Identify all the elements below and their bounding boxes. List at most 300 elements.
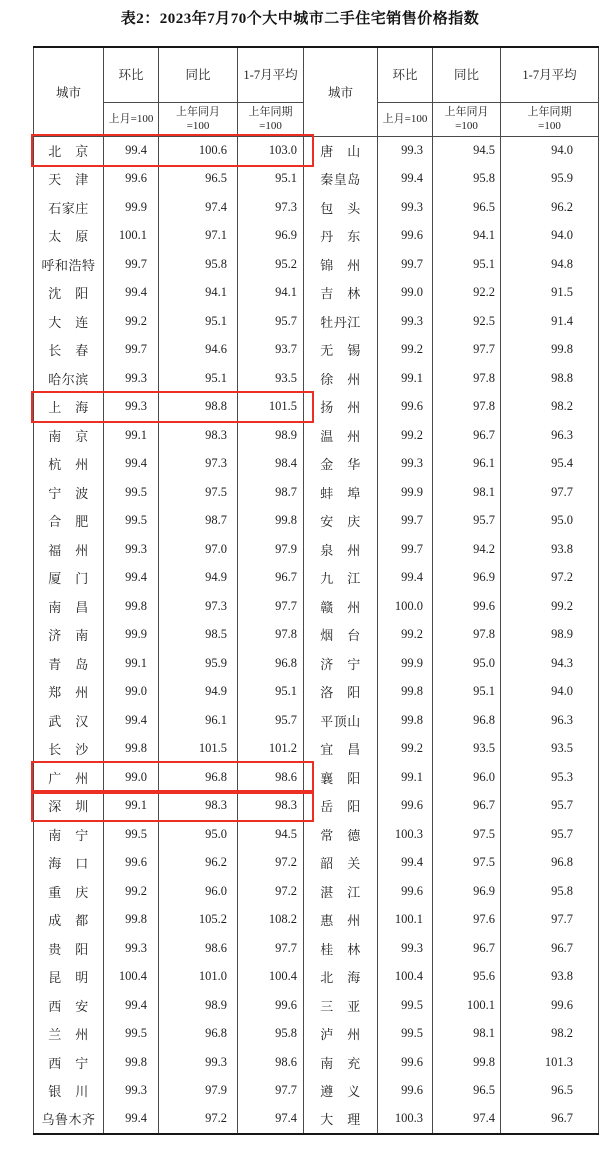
header-avg-base-right-label: 上年同期=100 <box>527 106 572 132</box>
value-cell: 98.3 <box>159 792 238 821</box>
value-cell: 99.5 <box>104 820 159 849</box>
value-cell: 99.2 <box>378 421 433 450</box>
header-yoy-right: 同比 <box>433 47 501 102</box>
value-cell: 97.3 <box>238 193 304 222</box>
table-row <box>34 222 599 251</box>
value-cell: 99.5 <box>104 1020 159 1049</box>
table-row <box>34 450 599 479</box>
value-cell: 91.5 <box>501 279 599 308</box>
value-cell: 100.4 <box>104 963 159 992</box>
value-cell: 95.8 <box>433 165 501 194</box>
value-cell: 99.2 <box>378 621 433 650</box>
value-cell: 98.2 <box>501 393 599 422</box>
table-body <box>34 136 599 1134</box>
value-cell: 97.5 <box>159 478 238 507</box>
value-cell: 97.7 <box>238 592 304 621</box>
value-cell: 99.2 <box>501 592 599 621</box>
table-wrapper <box>33 46 598 1135</box>
value-cell: 96.2 <box>501 193 599 222</box>
value-cell: 99.8 <box>104 1048 159 1077</box>
value-cell: 96.7 <box>238 564 304 593</box>
value-cell: 99.9 <box>104 193 159 222</box>
city-cell: 南 京 <box>34 421 104 450</box>
value-cell: 98.2 <box>501 1020 599 1049</box>
value-cell: 94.1 <box>238 279 304 308</box>
city-cell: 长 沙 <box>34 735 104 764</box>
value-cell: 99.4 <box>104 1105 159 1134</box>
value-cell: 96.9 <box>433 877 501 906</box>
city-cell: 天 津 <box>34 165 104 194</box>
value-cell: 98.4 <box>238 450 304 479</box>
value-cell: 99.5 <box>378 1020 433 1049</box>
value-cell: 99.3 <box>378 307 433 336</box>
table-row <box>34 1048 599 1077</box>
table-row <box>34 564 599 593</box>
value-cell: 99.6 <box>104 849 159 878</box>
city-cell: 深 圳 <box>34 792 104 821</box>
city-cell: 南 宁 <box>34 820 104 849</box>
value-cell: 100.1 <box>104 222 159 251</box>
value-cell: 97.7 <box>238 934 304 963</box>
value-cell: 99.3 <box>104 364 159 393</box>
value-cell: 100.6 <box>159 136 238 165</box>
city-cell: 丹 东 <box>304 222 378 251</box>
header-yoy-base-right-label: 上年同月=100 <box>444 106 489 132</box>
value-cell: 99.1 <box>378 364 433 393</box>
city-cell: 重 庆 <box>34 877 104 906</box>
value-cell: 99.6 <box>501 991 599 1020</box>
value-cell: 98.1 <box>433 478 501 507</box>
value-cell: 99.1 <box>104 649 159 678</box>
value-cell: 96.8 <box>159 763 238 792</box>
value-cell: 95.7 <box>238 307 304 336</box>
value-cell: 99.2 <box>378 735 433 764</box>
header-mom-base-right: 上月=100 <box>378 102 433 136</box>
value-cell: 99.6 <box>104 165 159 194</box>
value-cell: 95.1 <box>433 250 501 279</box>
value-cell: 99.7 <box>104 250 159 279</box>
city-cell: 牡丹江 <box>304 307 378 336</box>
value-cell: 94.3 <box>501 649 599 678</box>
value-cell: 94.9 <box>159 678 238 707</box>
value-cell: 97.9 <box>159 1077 238 1106</box>
value-cell: 96.7 <box>501 934 599 963</box>
value-cell: 101.3 <box>501 1048 599 1077</box>
table-head <box>34 47 599 136</box>
value-cell: 105.2 <box>159 906 238 935</box>
table-row <box>34 877 599 906</box>
city-cell: 厦 门 <box>34 564 104 593</box>
value-cell: 99.4 <box>378 165 433 194</box>
value-cell: 95.1 <box>433 678 501 707</box>
header-city-left: 城市 <box>34 47 104 136</box>
value-cell: 97.7 <box>501 478 599 507</box>
city-cell: 唐 山 <box>304 136 378 165</box>
value-cell: 95.8 <box>501 877 599 906</box>
value-cell: 95.6 <box>433 963 501 992</box>
header-mom-right: 环比 <box>378 47 433 102</box>
value-cell: 99.1 <box>104 421 159 450</box>
city-cell: 金 华 <box>304 450 378 479</box>
city-cell: 乌鲁木齐 <box>34 1105 104 1134</box>
header-mom-left: 环比 <box>104 47 159 102</box>
value-cell: 99.7 <box>378 507 433 536</box>
city-cell: 海 口 <box>34 849 104 878</box>
value-cell: 99.7 <box>378 535 433 564</box>
city-cell: 太 原 <box>34 222 104 251</box>
value-cell: 96.1 <box>159 706 238 735</box>
value-cell: 96.3 <box>501 706 599 735</box>
value-cell: 99.4 <box>104 136 159 165</box>
city-cell: 大 连 <box>34 307 104 336</box>
value-cell: 92.2 <box>433 279 501 308</box>
city-cell: 赣 州 <box>304 592 378 621</box>
value-cell: 99.6 <box>378 1077 433 1106</box>
value-cell: 99.8 <box>378 678 433 707</box>
value-cell: 93.5 <box>501 735 599 764</box>
value-cell: 97.5 <box>433 820 501 849</box>
city-cell: 秦皇岛 <box>304 165 378 194</box>
value-cell: 95.9 <box>159 649 238 678</box>
table-row <box>34 193 599 222</box>
value-cell: 97.3 <box>159 592 238 621</box>
header-avg-right <box>501 47 599 102</box>
value-cell: 99.8 <box>104 592 159 621</box>
value-cell: 99.8 <box>433 1048 501 1077</box>
value-cell: 96.8 <box>433 706 501 735</box>
value-cell: 95.0 <box>433 649 501 678</box>
table-row <box>34 906 599 935</box>
city-cell: 遵 义 <box>304 1077 378 1106</box>
value-cell: 98.8 <box>159 393 238 422</box>
value-cell: 99.5 <box>378 991 433 1020</box>
table-row <box>34 364 599 393</box>
value-cell: 93.8 <box>501 963 599 992</box>
city-cell: 昆 明 <box>34 963 104 992</box>
page-title: 表2：2023年7月70个大中城市二手住宅销售价格指数 <box>120 11 480 27</box>
value-cell: 94.2 <box>433 535 501 564</box>
value-cell: 98.3 <box>238 792 304 821</box>
value-cell: 96.0 <box>433 763 501 792</box>
value-cell: 96.9 <box>238 222 304 251</box>
city-cell: 常 德 <box>304 820 378 849</box>
city-cell: 宜 昌 <box>304 735 378 764</box>
value-cell: 94.8 <box>501 250 599 279</box>
city-cell: 郑 州 <box>34 678 104 707</box>
table-row <box>34 136 599 165</box>
city-cell: 合 肥 <box>34 507 104 536</box>
value-cell: 98.9 <box>501 621 599 650</box>
value-cell: 97.2 <box>501 564 599 593</box>
value-cell: 95.8 <box>159 250 238 279</box>
value-cell: 100.3 <box>378 1105 433 1134</box>
header-row-metrics <box>34 47 599 102</box>
table-row <box>34 250 599 279</box>
city-cell: 蚌 埠 <box>304 478 378 507</box>
table-row <box>34 621 599 650</box>
value-cell: 97.4 <box>238 1105 304 1134</box>
city-cell: 成 都 <box>34 906 104 935</box>
city-cell: 三 亚 <box>304 991 378 1020</box>
table-row <box>34 820 599 849</box>
value-cell: 99.3 <box>104 1077 159 1106</box>
value-cell: 95.1 <box>159 364 238 393</box>
city-cell: 湛 江 <box>304 877 378 906</box>
city-cell: 青 岛 <box>34 649 104 678</box>
city-cell: 石家庄 <box>34 193 104 222</box>
value-cell: 94.9 <box>159 564 238 593</box>
city-cell: 济 宁 <box>304 649 378 678</box>
value-cell: 99.6 <box>433 592 501 621</box>
table-row <box>34 421 599 450</box>
value-cell: 97.4 <box>159 193 238 222</box>
value-cell: 96.8 <box>238 649 304 678</box>
city-cell: 北 京 <box>34 136 104 165</box>
value-cell: 99.5 <box>104 507 159 536</box>
value-cell: 98.7 <box>238 478 304 507</box>
value-cell: 96.3 <box>501 421 599 450</box>
value-cell: 96.8 <box>501 849 599 878</box>
city-cell: 广 州 <box>34 763 104 792</box>
value-cell: 99.6 <box>378 877 433 906</box>
value-cell: 95.3 <box>501 763 599 792</box>
header-mom-base-left: 上月=100 <box>104 102 159 136</box>
value-cell: 101.2 <box>238 735 304 764</box>
value-cell: 99.7 <box>104 336 159 365</box>
city-cell: 大 理 <box>304 1105 378 1134</box>
header-avg-base-right <box>501 102 599 136</box>
value-cell: 97.2 <box>159 1105 238 1134</box>
value-cell: 91.4 <box>501 307 599 336</box>
value-cell: 94.6 <box>159 336 238 365</box>
value-cell: 99.2 <box>378 336 433 365</box>
value-cell: 99.4 <box>104 991 159 1020</box>
table-row <box>34 1020 599 1049</box>
value-cell: 95.1 <box>159 307 238 336</box>
header-yoy-left: 同比 <box>159 47 238 102</box>
value-cell: 97.8 <box>433 393 501 422</box>
value-cell: 97.2 <box>238 877 304 906</box>
value-cell: 95.0 <box>501 507 599 536</box>
table-row <box>34 649 599 678</box>
table-row <box>34 393 599 422</box>
value-cell: 97.7 <box>433 336 501 365</box>
city-cell: 温 州 <box>304 421 378 450</box>
city-cell: 西 宁 <box>34 1048 104 1077</box>
table-row <box>34 592 599 621</box>
value-cell: 94.1 <box>433 222 501 251</box>
value-cell: 99.4 <box>104 450 159 479</box>
table-row <box>34 963 599 992</box>
city-cell: 哈尔滨 <box>34 364 104 393</box>
value-cell: 99.3 <box>104 934 159 963</box>
value-cell: 96.0 <box>159 877 238 906</box>
city-cell: 惠 州 <box>304 906 378 935</box>
table-row <box>34 478 599 507</box>
value-cell: 92.5 <box>433 307 501 336</box>
table-row <box>34 991 599 1020</box>
value-cell: 101.0 <box>159 963 238 992</box>
value-cell: 99.9 <box>104 621 159 650</box>
city-cell: 泉 州 <box>304 535 378 564</box>
table-row <box>34 535 599 564</box>
value-cell: 95.4 <box>501 450 599 479</box>
value-cell: 99.6 <box>378 222 433 251</box>
city-cell: 北 海 <box>304 963 378 992</box>
city-cell: 徐 州 <box>304 364 378 393</box>
value-cell: 100.3 <box>378 820 433 849</box>
value-cell: 99.0 <box>378 279 433 308</box>
value-cell: 96.8 <box>159 1020 238 1049</box>
value-cell: 99.0 <box>104 678 159 707</box>
value-cell: 99.4 <box>104 279 159 308</box>
value-cell: 99.6 <box>238 991 304 1020</box>
city-cell: 烟 台 <box>304 621 378 650</box>
city-cell: 武 汉 <box>34 706 104 735</box>
value-cell: 96.7 <box>433 934 501 963</box>
value-cell: 99.3 <box>378 450 433 479</box>
value-cell: 98.9 <box>238 421 304 450</box>
value-cell: 99.8 <box>501 336 599 365</box>
header-yoy-base-right <box>433 102 501 136</box>
value-cell: 97.8 <box>433 621 501 650</box>
value-cell: 97.5 <box>433 849 501 878</box>
city-cell: 吉 林 <box>304 279 378 308</box>
value-cell: 96.5 <box>159 165 238 194</box>
value-cell: 97.2 <box>238 849 304 878</box>
value-cell: 98.1 <box>433 1020 501 1049</box>
value-cell: 95.7 <box>501 792 599 821</box>
city-cell: 无 锡 <box>304 336 378 365</box>
value-cell: 97.6 <box>433 906 501 935</box>
value-cell: 93.8 <box>501 535 599 564</box>
table-row <box>34 507 599 536</box>
table-row <box>34 849 599 878</box>
price-index-table <box>33 46 599 1135</box>
value-cell: 95.1 <box>238 165 304 194</box>
value-cell: 98.6 <box>238 1048 304 1077</box>
header-avg-left <box>238 47 304 102</box>
header-city-right: 城市 <box>304 47 378 136</box>
value-cell: 96.7 <box>433 421 501 450</box>
city-cell: 韶 关 <box>304 849 378 878</box>
header-yoy-base-left <box>159 102 238 136</box>
value-cell: 99.1 <box>104 792 159 821</box>
value-cell: 96.5 <box>433 193 501 222</box>
value-cell: 97.3 <box>159 450 238 479</box>
value-cell: 97.1 <box>159 222 238 251</box>
value-cell: 96.9 <box>433 564 501 593</box>
value-cell: 99.9 <box>378 478 433 507</box>
value-cell: 98.3 <box>159 421 238 450</box>
value-cell: 99.8 <box>104 906 159 935</box>
value-cell: 99.0 <box>104 763 159 792</box>
value-cell: 98.5 <box>159 621 238 650</box>
value-cell: 93.5 <box>433 735 501 764</box>
value-cell: 95.8 <box>238 1020 304 1049</box>
value-cell: 96.5 <box>501 1077 599 1106</box>
city-cell: 锦 州 <box>304 250 378 279</box>
city-cell: 福 州 <box>34 535 104 564</box>
value-cell: 108.2 <box>238 906 304 935</box>
header-avg-base-left <box>238 102 304 136</box>
value-cell: 99.9 <box>378 649 433 678</box>
value-cell: 99.5 <box>104 478 159 507</box>
value-cell: 95.7 <box>433 507 501 536</box>
value-cell: 99.1 <box>378 763 433 792</box>
table-row <box>34 165 599 194</box>
table-row <box>34 792 599 821</box>
city-cell: 岳 阳 <box>304 792 378 821</box>
city-cell: 沈 阳 <box>34 279 104 308</box>
value-cell: 100.0 <box>378 592 433 621</box>
city-cell: 上 海 <box>34 393 104 422</box>
value-cell: 99.7 <box>378 250 433 279</box>
value-cell: 96.1 <box>433 450 501 479</box>
value-cell: 99.4 <box>104 706 159 735</box>
value-cell: 99.2 <box>104 307 159 336</box>
city-cell: 西 安 <box>34 991 104 1020</box>
table-row <box>34 934 599 963</box>
value-cell: 97.8 <box>433 364 501 393</box>
value-cell: 95.9 <box>501 165 599 194</box>
table-row <box>34 1105 599 1134</box>
value-cell: 99.3 <box>378 136 433 165</box>
city-cell: 呼和浩特 <box>34 250 104 279</box>
value-cell: 93.7 <box>238 336 304 365</box>
value-cell: 99.6 <box>378 1048 433 1077</box>
value-cell: 95.2 <box>238 250 304 279</box>
city-cell: 杭 州 <box>34 450 104 479</box>
table-row <box>34 307 599 336</box>
value-cell: 94.5 <box>433 136 501 165</box>
table-row <box>34 763 599 792</box>
value-cell: 96.7 <box>501 1105 599 1134</box>
header-avg-base-left-label: 上年同期=100 <box>248 106 293 132</box>
value-cell: 99.3 <box>104 535 159 564</box>
value-cell: 96.5 <box>433 1077 501 1106</box>
value-cell: 96.2 <box>159 849 238 878</box>
value-cell: 98.6 <box>238 763 304 792</box>
city-cell: 长 春 <box>34 336 104 365</box>
table-row <box>34 1077 599 1106</box>
value-cell: 99.8 <box>104 735 159 764</box>
header-avg-left-label: 1-7月平均 <box>243 67 298 82</box>
table-row <box>34 336 599 365</box>
value-cell: 97.0 <box>159 535 238 564</box>
value-cell: 99.8 <box>378 706 433 735</box>
city-cell: 安 庆 <box>304 507 378 536</box>
value-cell: 99.4 <box>378 564 433 593</box>
value-cell: 99.4 <box>378 849 433 878</box>
value-cell: 97.4 <box>433 1105 501 1134</box>
value-cell: 99.3 <box>159 1048 238 1077</box>
value-cell: 97.7 <box>501 906 599 935</box>
value-cell: 97.8 <box>238 621 304 650</box>
value-cell: 96.7 <box>433 792 501 821</box>
city-cell: 南 昌 <box>34 592 104 621</box>
city-cell: 平顶山 <box>304 706 378 735</box>
value-cell: 95.7 <box>238 706 304 735</box>
value-cell: 101.5 <box>159 735 238 764</box>
header-avg-right-label: 1-7月平均 <box>522 67 577 82</box>
value-cell: 93.5 <box>238 364 304 393</box>
value-cell: 94.1 <box>159 279 238 308</box>
city-cell: 宁 波 <box>34 478 104 507</box>
value-cell: 94.0 <box>501 678 599 707</box>
value-cell: 100.1 <box>378 906 433 935</box>
value-cell: 98.6 <box>159 934 238 963</box>
